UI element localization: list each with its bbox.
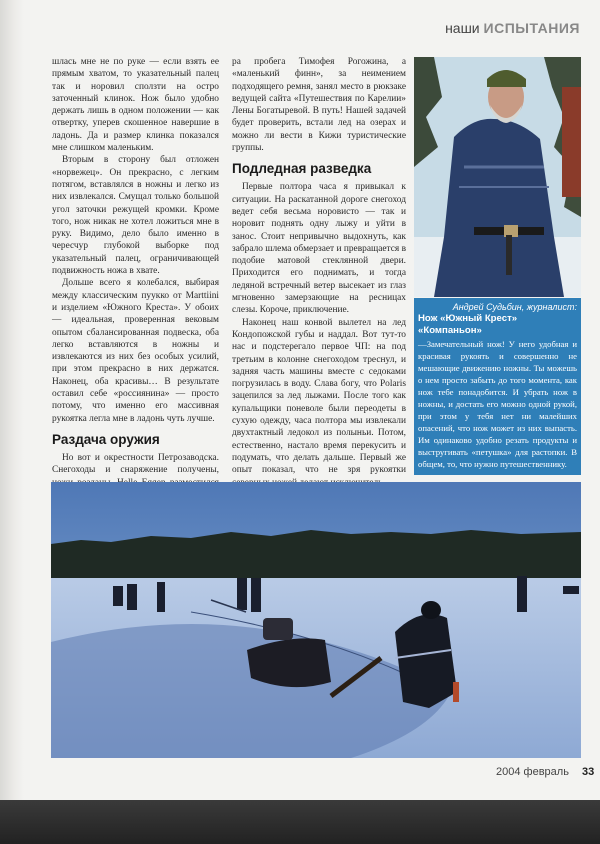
paragraph: Но вот и окрестности Петрозаводска. Снегоходы и снаряжение получены, bbox=[52, 452, 219, 476]
page-footer bbox=[496, 766, 594, 778]
paragraph: шлась мне не по руке — если взять ее прямым хватом, то указательный палец так и норовил сползти на остро заточенный клинок. Нож было удобно держать лишь в одном положении — как отвертку, уперев скошенное навершие в ладонь. Да и размер клинка показался мне слишком маленьким. bbox=[52, 57, 219, 154]
caption-author: Андрей Судьбин, журналист: bbox=[452, 302, 577, 312]
quote-caption-box bbox=[414, 298, 581, 475]
lake-photo bbox=[51, 482, 581, 758]
section-rubric bbox=[445, 20, 580, 36]
paragraph: Дольше всего я колебался, выбирая между классическим пуукко от Marttiini и изделием «Южного Креста». У обоих — идеальная, проверенная вековым опытом сбалансированная подвеска, оба легко вставляются в ножны и извлекаются из них без особых усилий, при этом прекрасно в них держатся. Наконец, оба красивы… В результате оставил себе «россиянина» — просто потому, что именно его массивная рукоятка легла мне в ладонь чуть лучше. bbox=[52, 278, 219, 424]
portrait-illustration bbox=[414, 57, 581, 297]
lake-illustration bbox=[51, 482, 581, 758]
rubric-light: наши bbox=[445, 20, 480, 36]
portrait-photo bbox=[414, 57, 581, 297]
caption-text: —Замечательный нож! У него удобная и красивая рукоять и совершенно не мешающие движению ножны. Ты можешь о нем просто забыть до того момента, как нож тебе понадобится. И убрать нож в ножны, и достать его можно одной рукой, при этом у тебя нет ни малейших опасений, что нож может из них выпасть. Им одинаково удобно резать продукты и выстругивать «петушка» для растопки. В общем, то, что нужно путешественнику. bbox=[418, 339, 577, 469]
scan-background bbox=[0, 800, 600, 844]
paragraph: Первые полтора часа я привыкал к ситуации. На раскатанной дороге снегоход ведет себя весьма норовисто — так и норовит поднять одну лыжу и уйти в занос. Стоит непривычно выдохнуть, как забрало шлема обмерзает и превращается в подобие матовой стеклянной двери. Приходится его поднимать, и тогда ледяной встречный ветер высекает из глаз мгновенно замерзающие на ресницах слезы. Короче, приключение. bbox=[232, 182, 406, 316]
text-column-2 bbox=[232, 56, 406, 489]
paragraph: Наконец наш конвой вылетел на лед Кондопожской губы и наддал. Вот тут-то нас и подстерегало первое ЧП: на под третьим в колонне снегоходом треснул, и задняя часть машины вместе с седоками погрузилась в воду. Слава богу, что Polaris зацепился за лед лыжами. После того как купальщики поневоле были переодеты в сухую одежду, часа полтора мы извлекали двухтактный ледокол из полыньи. Потом, естественно, настало время перекусить и подумать, что делать дальше. Первый же опыт показал, что не зря рукоятки bbox=[232, 317, 406, 476]
page-number: 33 bbox=[582, 766, 595, 778]
page-spine-shadow bbox=[0, 0, 24, 800]
paragraph: ра пробега Тимофея Рогожина, а «маленький финн», за неимением подходящего ремня, занял место в рюкзаке ведущей сайта «Путешествия по Карелии» Лены Богатыревой. В путь! Нашей задачей будет проверить, встали лед на озерах и можно ли вести в Кижи туристические группы. bbox=[232, 57, 406, 154]
section-heading-recon: Подледная разведка bbox=[232, 161, 372, 177]
paragraph: Вторым в сторону был отложен «норвежец». Он прекрасно, с легким потягом, вставлялся в ножны и легко из них извлекался. Смущал только большой угол заточки режущей кромки. Кроме того, нож никак не хотел ложиться мне в руку. Видимо, дело было именно в чересчур глубокой выборке под указательный палец, ограничивающей подвижность ножа в хвате. bbox=[52, 155, 219, 277]
issue-date: 2004 февраль bbox=[496, 766, 569, 778]
section-heading-weapons: Раздача оружия bbox=[52, 431, 160, 447]
caption-title: Нож «Южный Крест» «Компаньон» bbox=[418, 313, 518, 336]
rubric-bold: ИСПЫТАНИЯ bbox=[483, 20, 580, 36]
text-column-1 bbox=[52, 56, 219, 513]
